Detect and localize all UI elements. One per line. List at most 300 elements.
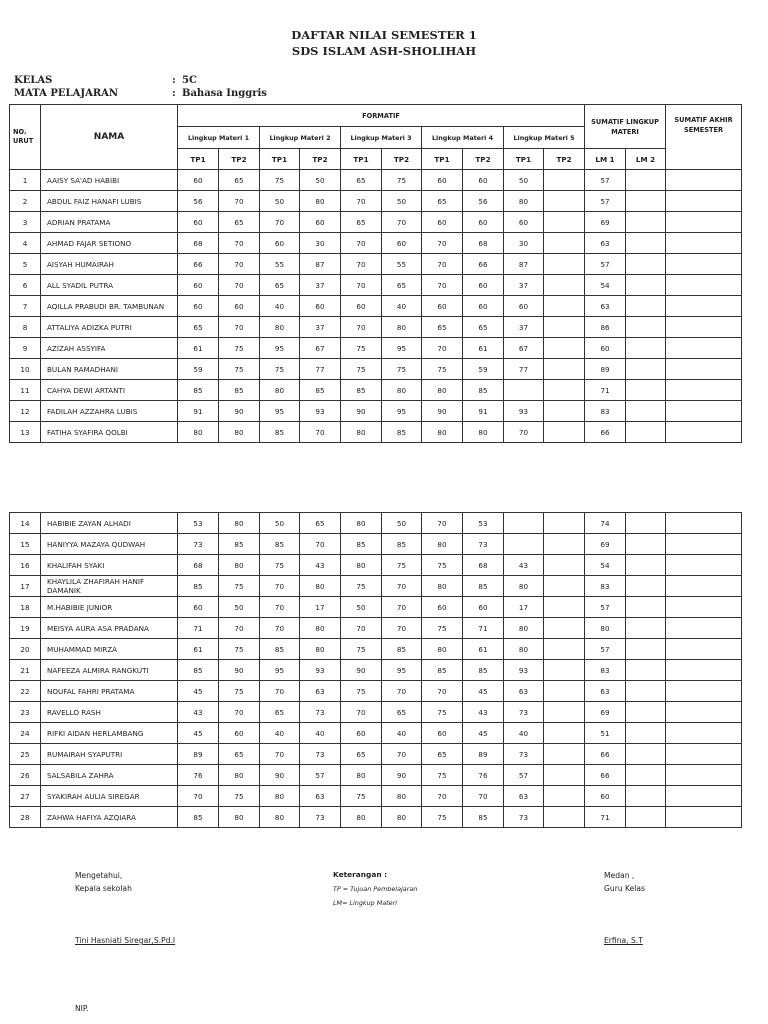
score-cell: 70: [260, 744, 300, 765]
score-cell: 80: [341, 422, 382, 443]
score-cell: 30: [300, 233, 341, 254]
score-cell: [666, 513, 742, 534]
score-cell: [544, 786, 585, 807]
score-cell: 95: [382, 401, 422, 422]
score-cell: 66: [463, 254, 504, 275]
table-row: [10, 317, 742, 338]
score-cell: [626, 660, 666, 681]
score-cell: [544, 765, 585, 786]
score-cell: [626, 555, 666, 576]
score-cell: 70: [382, 597, 422, 618]
score-cell: 85: [178, 660, 219, 681]
score-cell: 75: [422, 618, 463, 639]
student-name: KHALIFAH SYAKI: [41, 555, 178, 576]
col-header-tp1: TP1: [422, 149, 463, 170]
score-cell: 60: [341, 296, 382, 317]
score-cell: 60: [422, 170, 463, 191]
score-cell: 70: [219, 317, 260, 338]
score-cell: [544, 317, 585, 338]
score-cell: [544, 723, 585, 744]
score-cell: 80: [422, 380, 463, 401]
score-cell: 73: [463, 534, 504, 555]
score-cell: 91: [178, 401, 219, 422]
table-row: [10, 639, 742, 660]
score-cell: 70: [178, 786, 219, 807]
score-cell: 40: [382, 296, 422, 317]
score-cell: 75: [341, 338, 382, 359]
score-cell: [626, 212, 666, 233]
score-cell: 70: [341, 618, 382, 639]
student-name: AZIZAH ASSYIFA: [41, 338, 178, 359]
row-number: 19: [10, 618, 41, 639]
score-cell: [666, 422, 742, 443]
score-cell: [544, 513, 585, 534]
student-name: MUHAMMAD MIRZA: [41, 639, 178, 660]
score-cell: 80: [504, 618, 544, 639]
score-cell: 77: [300, 359, 341, 380]
score-cell: 75: [422, 702, 463, 723]
row-number: 11: [10, 380, 41, 401]
table-row: [10, 170, 742, 191]
kelas-value: 5C: [182, 75, 197, 86]
score-cell: [504, 380, 544, 401]
score-cell: 60: [422, 723, 463, 744]
score-cell: 55: [260, 254, 300, 275]
score-cell: [544, 191, 585, 212]
table-row: [10, 275, 742, 296]
score-cell: 57: [504, 765, 544, 786]
score-cell: 95: [382, 338, 422, 359]
score-cell: 60: [178, 170, 219, 191]
row-number: 14: [10, 513, 41, 534]
score-cell: [626, 380, 666, 401]
table-row: [10, 723, 742, 744]
score-cell: 60: [422, 296, 463, 317]
score-cell: 37: [300, 317, 341, 338]
score-cell: 90: [219, 401, 260, 422]
score-cell: 55: [382, 254, 422, 275]
score-cell: 65: [382, 275, 422, 296]
score-cell: 80: [300, 576, 341, 597]
principal-line-2: Kepala sekolah: [75, 884, 132, 893]
score-cell: [626, 639, 666, 660]
score-cell: 65: [341, 212, 382, 233]
score-cell: 68: [178, 233, 219, 254]
score-cell: 70: [341, 233, 382, 254]
score-cell: 61: [463, 639, 504, 660]
score-cell: 65: [260, 275, 300, 296]
row-number: 24: [10, 723, 41, 744]
score-cell: 43: [300, 555, 341, 576]
score-cell: 37: [504, 275, 544, 296]
student-name: SALSABILA ZAHRA: [41, 765, 178, 786]
score-cell: 70: [260, 212, 300, 233]
score-cell: 54: [585, 275, 626, 296]
score-cell: [626, 401, 666, 422]
col-header-tp1: TP1: [260, 149, 300, 170]
score-cell: 57: [585, 170, 626, 191]
score-cell: 80: [382, 807, 422, 828]
score-cell: [666, 338, 742, 359]
score-cell: [544, 744, 585, 765]
score-cell: 60: [300, 212, 341, 233]
score-cell: [544, 660, 585, 681]
score-cell: 85: [178, 576, 219, 597]
score-cell: 73: [300, 702, 341, 723]
row-number: 15: [10, 534, 41, 555]
score-cell: 85: [382, 422, 422, 443]
score-cell: 40: [260, 296, 300, 317]
score-cell: 80: [341, 765, 382, 786]
score-cell: 70: [300, 534, 341, 555]
score-cell: 66: [178, 254, 219, 275]
score-cell: 53: [178, 513, 219, 534]
score-cell: [666, 555, 742, 576]
score-cell: 67: [300, 338, 341, 359]
score-cell: 63: [504, 681, 544, 702]
score-cell: 90: [260, 765, 300, 786]
score-cell: 93: [504, 401, 544, 422]
score-cell: 65: [422, 317, 463, 338]
score-cell: 85: [300, 380, 341, 401]
student-name: NOUFAL FAHRI PRATAMA: [41, 681, 178, 702]
score-cell: 60: [422, 597, 463, 618]
score-cell: 60: [585, 786, 626, 807]
col-header-sumatif-lm: SUMATIF LINGKUP MATERI: [585, 105, 666, 149]
table-row: [10, 534, 742, 555]
score-cell: [666, 660, 742, 681]
score-cell: [544, 597, 585, 618]
score-cell: 85: [178, 380, 219, 401]
score-cell: 70: [341, 191, 382, 212]
score-cell: 91: [463, 401, 504, 422]
score-cell: [666, 275, 742, 296]
row-number: 4: [10, 233, 41, 254]
score-cell: [626, 359, 666, 380]
student-name: RIFKI AIDAN HERLAMBANG: [41, 723, 178, 744]
score-cell: 45: [178, 723, 219, 744]
score-cell: 73: [300, 807, 341, 828]
score-cell: 95: [260, 660, 300, 681]
score-cell: 80: [382, 317, 422, 338]
table-row: [10, 576, 742, 597]
score-cell: 95: [260, 338, 300, 359]
student-name: MEISYA AURA ASA PRADANA: [41, 618, 178, 639]
score-cell: 53: [463, 513, 504, 534]
table-row: [10, 401, 742, 422]
score-cell: 83: [585, 401, 626, 422]
score-cell: 70: [260, 597, 300, 618]
score-cell: [626, 618, 666, 639]
score-cell: 17: [504, 597, 544, 618]
table-row: [10, 555, 742, 576]
table-row: [10, 702, 742, 723]
row-number: 8: [10, 317, 41, 338]
score-cell: 43: [178, 702, 219, 723]
score-cell: [544, 254, 585, 275]
score-cell: 60: [178, 296, 219, 317]
score-cell: [666, 639, 742, 660]
score-cell: 65: [219, 744, 260, 765]
score-cell: 70: [219, 191, 260, 212]
score-cell: 90: [341, 401, 382, 422]
score-cell: 57: [300, 765, 341, 786]
score-cell: 73: [178, 534, 219, 555]
score-cell: 30: [504, 233, 544, 254]
score-cell: 60: [463, 296, 504, 317]
score-cell: 83: [585, 576, 626, 597]
notes: [333, 882, 417, 910]
teacher-line-2: Guru Kelas: [604, 884, 646, 893]
score-cell: 40: [504, 723, 544, 744]
score-cell: [626, 765, 666, 786]
score-cell: 69: [585, 534, 626, 555]
student-name: SYAKIRAH AULIA SIREGAR: [41, 786, 178, 807]
score-cell: [626, 807, 666, 828]
kelas-info: [14, 75, 197, 86]
score-cell: 80: [260, 380, 300, 401]
score-cell: [666, 702, 742, 723]
score-cell: 80: [382, 380, 422, 401]
note-tp: TP = Tujuan Pembelajaran: [333, 885, 418, 893]
score-cell: 66: [585, 422, 626, 443]
score-cell: [666, 786, 742, 807]
score-cell: [626, 338, 666, 359]
score-cell: 90: [422, 401, 463, 422]
score-cell: 43: [504, 555, 544, 576]
score-cell: [544, 233, 585, 254]
score-cell: 37: [504, 317, 544, 338]
score-cell: 61: [178, 639, 219, 660]
score-cell: 63: [504, 786, 544, 807]
score-cell: 50: [382, 513, 422, 534]
score-cell: 80: [300, 618, 341, 639]
score-cell: 70: [260, 681, 300, 702]
table-row: [10, 422, 742, 443]
table-row: [10, 618, 742, 639]
score-cell: 70: [219, 233, 260, 254]
score-cell: 80: [260, 786, 300, 807]
score-cell: [544, 212, 585, 233]
score-cell: 80: [300, 191, 341, 212]
score-cell: [544, 702, 585, 723]
score-cell: [666, 359, 742, 380]
principal-line-1: Mengetahui,: [75, 871, 123, 880]
score-cell: 60: [260, 233, 300, 254]
score-cell: 68: [178, 555, 219, 576]
table-row: [10, 254, 742, 275]
score-cell: 70: [422, 338, 463, 359]
score-cell: [666, 170, 742, 191]
score-cell: 83: [585, 660, 626, 681]
score-cell: [544, 359, 585, 380]
score-cell: 61: [178, 338, 219, 359]
col-header-tp1: TP1: [341, 149, 382, 170]
score-cell: [544, 534, 585, 555]
table-row: [10, 513, 742, 534]
score-cell: 87: [504, 254, 544, 275]
col-header-tp2: TP2: [463, 149, 504, 170]
score-cell: 65: [341, 170, 382, 191]
score-cell: [626, 786, 666, 807]
score-cell: [544, 275, 585, 296]
col-header-tp2: TP2: [300, 149, 341, 170]
score-cell: 60: [463, 170, 504, 191]
col-header-tp1: TP1: [178, 149, 219, 170]
score-cell: 75: [422, 765, 463, 786]
score-cell: 80: [585, 618, 626, 639]
row-number: 27: [10, 786, 41, 807]
score-cell: 80: [219, 513, 260, 534]
score-cell: 65: [260, 702, 300, 723]
score-cell: 70: [422, 681, 463, 702]
score-cell: [626, 254, 666, 275]
score-cell: 45: [463, 681, 504, 702]
teacher-line-1: Medan ,: [604, 871, 635, 880]
score-cell: 70: [382, 744, 422, 765]
score-cell: 60: [178, 597, 219, 618]
row-number: 23: [10, 702, 41, 723]
table-row: [10, 338, 742, 359]
row-number: 12: [10, 401, 41, 422]
score-cell: 60: [219, 296, 260, 317]
score-cell: 89: [178, 744, 219, 765]
student-name: FATIHA SYAFIRA QOLBI: [41, 422, 178, 443]
score-cell: 85: [219, 380, 260, 401]
score-cell: 45: [178, 681, 219, 702]
score-cell: 80: [341, 555, 382, 576]
score-cell: 90: [219, 660, 260, 681]
score-cell: 80: [422, 576, 463, 597]
score-cell: 87: [300, 254, 341, 275]
score-cell: 77: [504, 359, 544, 380]
score-cell: 80: [422, 422, 463, 443]
score-cell: 70: [422, 513, 463, 534]
score-cell: 85: [422, 660, 463, 681]
score-cell: 57: [585, 639, 626, 660]
score-cell: 65: [382, 702, 422, 723]
score-cell: 75: [219, 338, 260, 359]
score-cell: 70: [219, 702, 260, 723]
score-cell: 50: [219, 597, 260, 618]
score-cell: [626, 576, 666, 597]
score-cell: 85: [463, 380, 504, 401]
score-cell: 54: [585, 555, 626, 576]
score-cell: 17: [300, 597, 341, 618]
score-cell: 75: [341, 681, 382, 702]
score-cell: 75: [382, 170, 422, 191]
score-cell: 89: [585, 359, 626, 380]
score-cell: 68: [463, 555, 504, 576]
row-number: 2: [10, 191, 41, 212]
row-number: 26: [10, 765, 41, 786]
score-cell: 60: [178, 212, 219, 233]
student-name: BULAN RAMADHANI: [41, 359, 178, 380]
col-header-lm1: LM 1: [585, 149, 626, 170]
table-row: [10, 744, 742, 765]
score-cell: [666, 807, 742, 828]
score-cell: 74: [585, 513, 626, 534]
student-name: KHAYLILA ZHAFIRAH HANIF DAMANIK: [41, 576, 178, 597]
score-cell: [666, 233, 742, 254]
score-cell: [544, 338, 585, 359]
score-cell: 65: [422, 191, 463, 212]
row-number: 13: [10, 422, 41, 443]
score-cell: 85: [341, 534, 382, 555]
score-cell: 63: [300, 786, 341, 807]
score-cell: [626, 422, 666, 443]
score-cell: 75: [422, 359, 463, 380]
score-cell: [666, 380, 742, 401]
score-cell: 60: [300, 296, 341, 317]
score-cell: 59: [463, 359, 504, 380]
col-header-lm-group: Lingkup Materi 2: [260, 127, 341, 149]
score-cell: [666, 254, 742, 275]
score-cell: 60: [463, 275, 504, 296]
table-row: [10, 765, 742, 786]
score-cell: 70: [463, 786, 504, 807]
score-cell: 50: [260, 191, 300, 212]
score-cell: 70: [219, 618, 260, 639]
score-cell: 60: [463, 597, 504, 618]
row-number: 17: [10, 576, 41, 597]
score-cell: 80: [422, 534, 463, 555]
score-cell: 63: [585, 233, 626, 254]
student-name: RUMAIRAH SYAPUTRI: [41, 744, 178, 765]
score-cell: 75: [382, 555, 422, 576]
table-row: [10, 380, 742, 401]
score-cell: [666, 401, 742, 422]
score-cell: 90: [341, 660, 382, 681]
table-row: [10, 786, 742, 807]
score-cell: 65: [422, 744, 463, 765]
row-number: 9: [10, 338, 41, 359]
score-cell: 80: [341, 513, 382, 534]
score-cell: [504, 513, 544, 534]
score-cell: [626, 170, 666, 191]
student-name: HANIYYA MAZAYA QUDWAH: [41, 534, 178, 555]
score-cell: 75: [422, 555, 463, 576]
row-number: 20: [10, 639, 41, 660]
score-cell: 70: [504, 422, 544, 443]
score-cell: 65: [219, 212, 260, 233]
score-cell: 73: [300, 744, 341, 765]
score-cell: 85: [382, 534, 422, 555]
score-cell: [666, 212, 742, 233]
col-header-no: NO. URUT: [10, 105, 41, 170]
row-number: 5: [10, 254, 41, 275]
score-cell: [666, 534, 742, 555]
score-cell: 73: [504, 807, 544, 828]
score-cell: 60: [382, 233, 422, 254]
score-cell: 85: [341, 380, 382, 401]
col-header-lm-group: Lingkup Materi 1: [178, 127, 260, 149]
table-row: [10, 681, 742, 702]
score-cell: 73: [504, 744, 544, 765]
kelas-label: KELAS: [14, 75, 53, 86]
score-cell: 56: [178, 191, 219, 212]
score-cell: [626, 513, 666, 534]
score-cell: 80: [219, 422, 260, 443]
score-cell: 57: [585, 254, 626, 275]
score-cell: [666, 723, 742, 744]
score-cell: 85: [463, 660, 504, 681]
student-name: ABDUL FAIZ HANAFI LUBIS: [41, 191, 178, 212]
score-cell: 75: [341, 576, 382, 597]
score-cell: [626, 744, 666, 765]
score-cell: 70: [219, 254, 260, 275]
score-cell: 80: [219, 765, 260, 786]
